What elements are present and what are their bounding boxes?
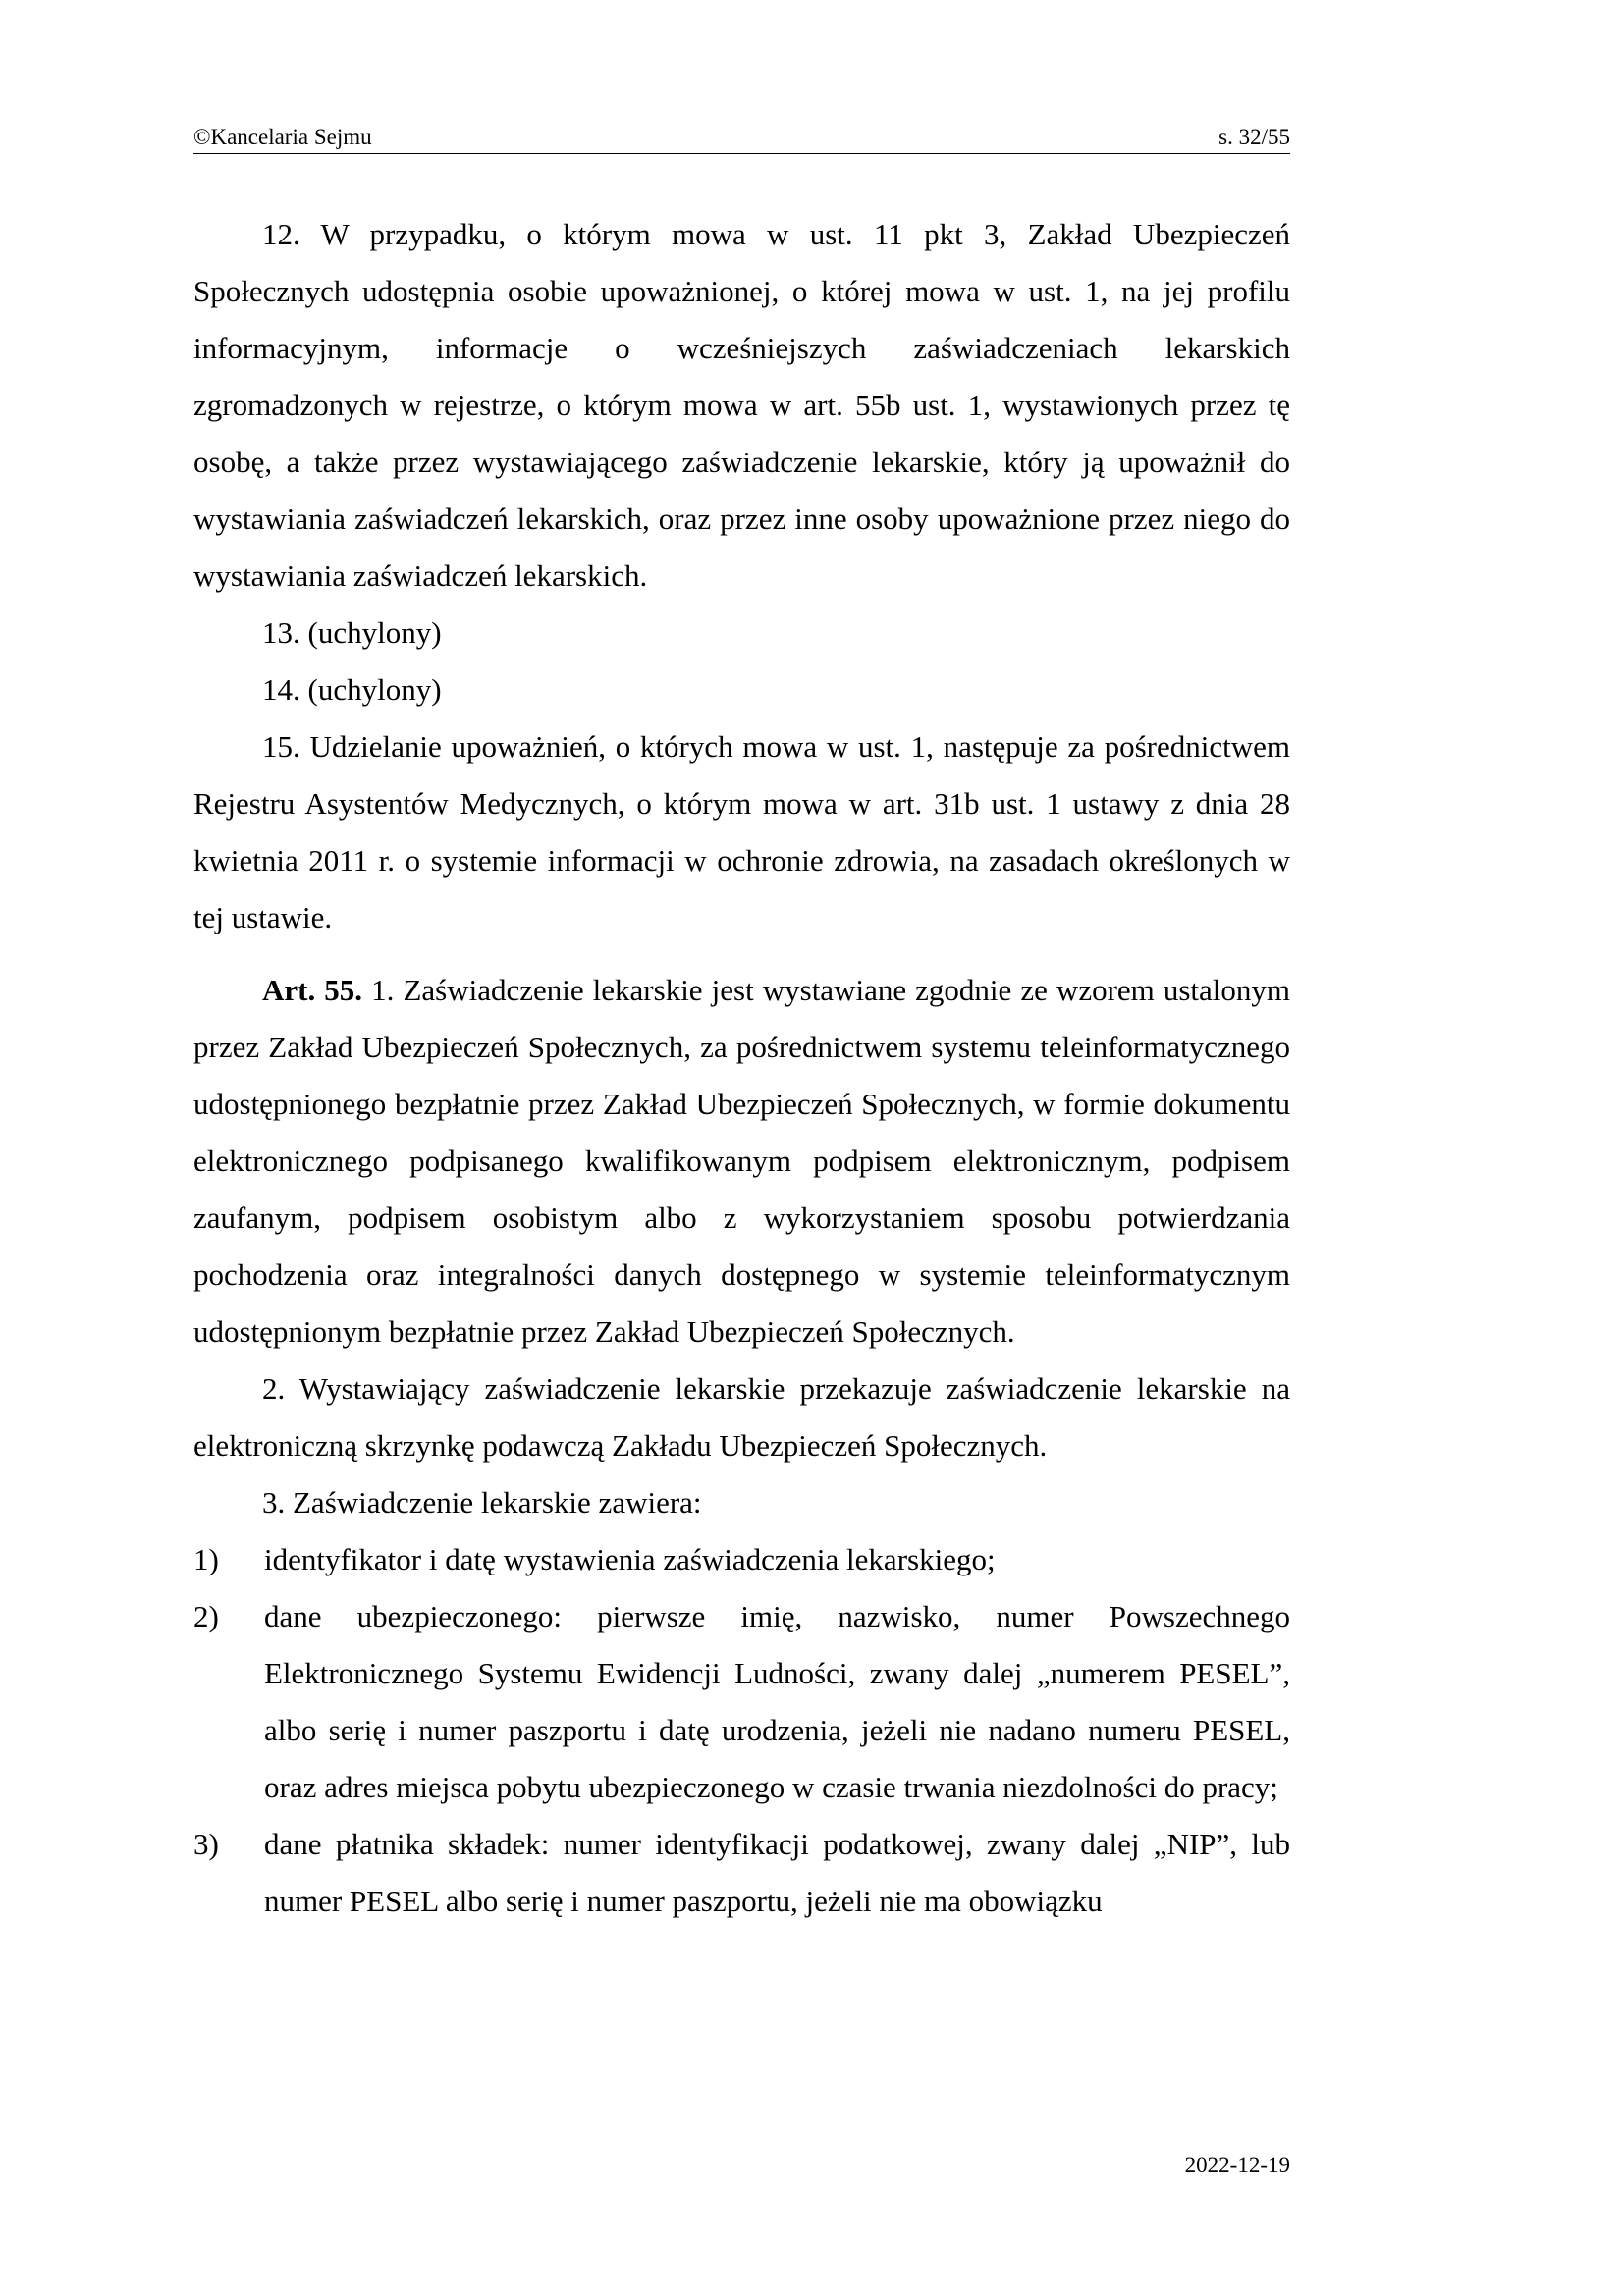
article-55-paragraph-2: 2. Wystawiający zaświadczenie lekarskie przekazuje zaświadczenie lekarskie na elektroniczną skrzynkę podawczą Zakładu Ubezpieczeń Społecznych. <box>193 1371 1290 1463</box>
document-body <box>193 206 1290 1930</box>
list-item-number: 2) <box>193 1599 219 1633</box>
list-item-number: 1) <box>193 1542 219 1576</box>
header-page-number: s. 32/55 <box>1218 125 1290 149</box>
list-item <box>193 1816 1290 1930</box>
paragraph-13: 13. (uchylony) <box>262 615 442 650</box>
page-header <box>193 124 1290 154</box>
paragraph-12: 12. W przypadku, o którym mowa w ust. 11 pkt 3, Zakład Ubezpieczeń Społecznych udostępnia osobie upoważnionej, o której mowa w ust. 1, na jej profilu informacyjnym, informacje o wcześniejszych zaświadczeniach lekarskich zgromadzonych w rejestrze, o którym mowa w art. 55b ust. 1, wystawionych przez tę osobę, a także przez wystawiającego zaświadczenie lekarskie, który ją upoważnił do wystawiania zaświadczeń lekarskich, oraz przez inne osoby upoważnione przez niego do wystawiania zaświadczeń lekarskich. <box>193 217 1290 593</box>
paragraph-15: 15. Udzielanie upoważnień, o których mowa w ust. 1, następuje za pośrednictwem Rejestru Asystentów Medycznych, o którym mowa w art. 31b ust. 1 ustawy z dnia 28 kwietnia 2011 r. o systemie informacji w ochronie zdrowia, na zasadach określonych w tej ustawie. <box>193 729 1290 934</box>
list-item-text: dane płatnika składek: numer identyfikacji podatkowej, zwany dalej „NIP”, lub numer PESEL albo serię i numer paszportu, jeżeli nie ma obowiązku <box>264 1827 1290 1918</box>
article-55-paragraph-1-text: 1. Zaświadczenie lekarskie jest wystawiane zgodnie ze wzorem ustalonym przez Zakład Ubezpieczeń Społecznych, za pośrednictwem systemu teleinformatycznego udostępnionego bezpłatnie przez Zakład Ubezpieczeń Społecznych, w formie dokumentu elektronicznego podpisanego kwalifikowanym podpisem elektronicznym, podpisem zaufanym, podpisem osobistym albo z wykorzystaniem sposobu potwierdzania pochodzenia oraz integralności danych dostępnego w systemie teleinformatycznym udostępnionym bezpłatnie przez Zakład Ubezpieczeń Społecznych. <box>193 973 1291 1349</box>
article-55-paragraph-3: 3. Zaświadczenie lekarskie zawiera: <box>262 1485 702 1520</box>
paragraph-14: 14. (uchylony) <box>262 672 442 707</box>
article-55-paragraph-1 <box>193 962 1290 1361</box>
list-item <box>193 1588 1290 1816</box>
list-item-number: 3) <box>193 1827 219 1861</box>
list-item-text: dane ubezpieczonego: pierwsze imię, nazwisko, numer Powszechnego Elektronicznego Systemu Ewidencji Ludności, zwany dalej „numerem PESEL”, albo serię i numer paszportu i datę urodzenia, jeżeli nie nadano numeru PESEL, oraz adres miejsca pobytu ubezpieczonego w czasie trwania niezdolności do pracy; <box>264 1599 1290 1804</box>
list-item <box>193 1531 1290 1588</box>
header-source: ©Kancelaria Sejmu <box>193 125 372 149</box>
list-item-text: identyfikator i datę wystawienia zaświadczenia lekarskiego; <box>264 1542 996 1576</box>
article-55-label: Art. 55. <box>262 973 363 1007</box>
page-footer-date: 2022-12-19 <box>1184 2153 1290 2177</box>
